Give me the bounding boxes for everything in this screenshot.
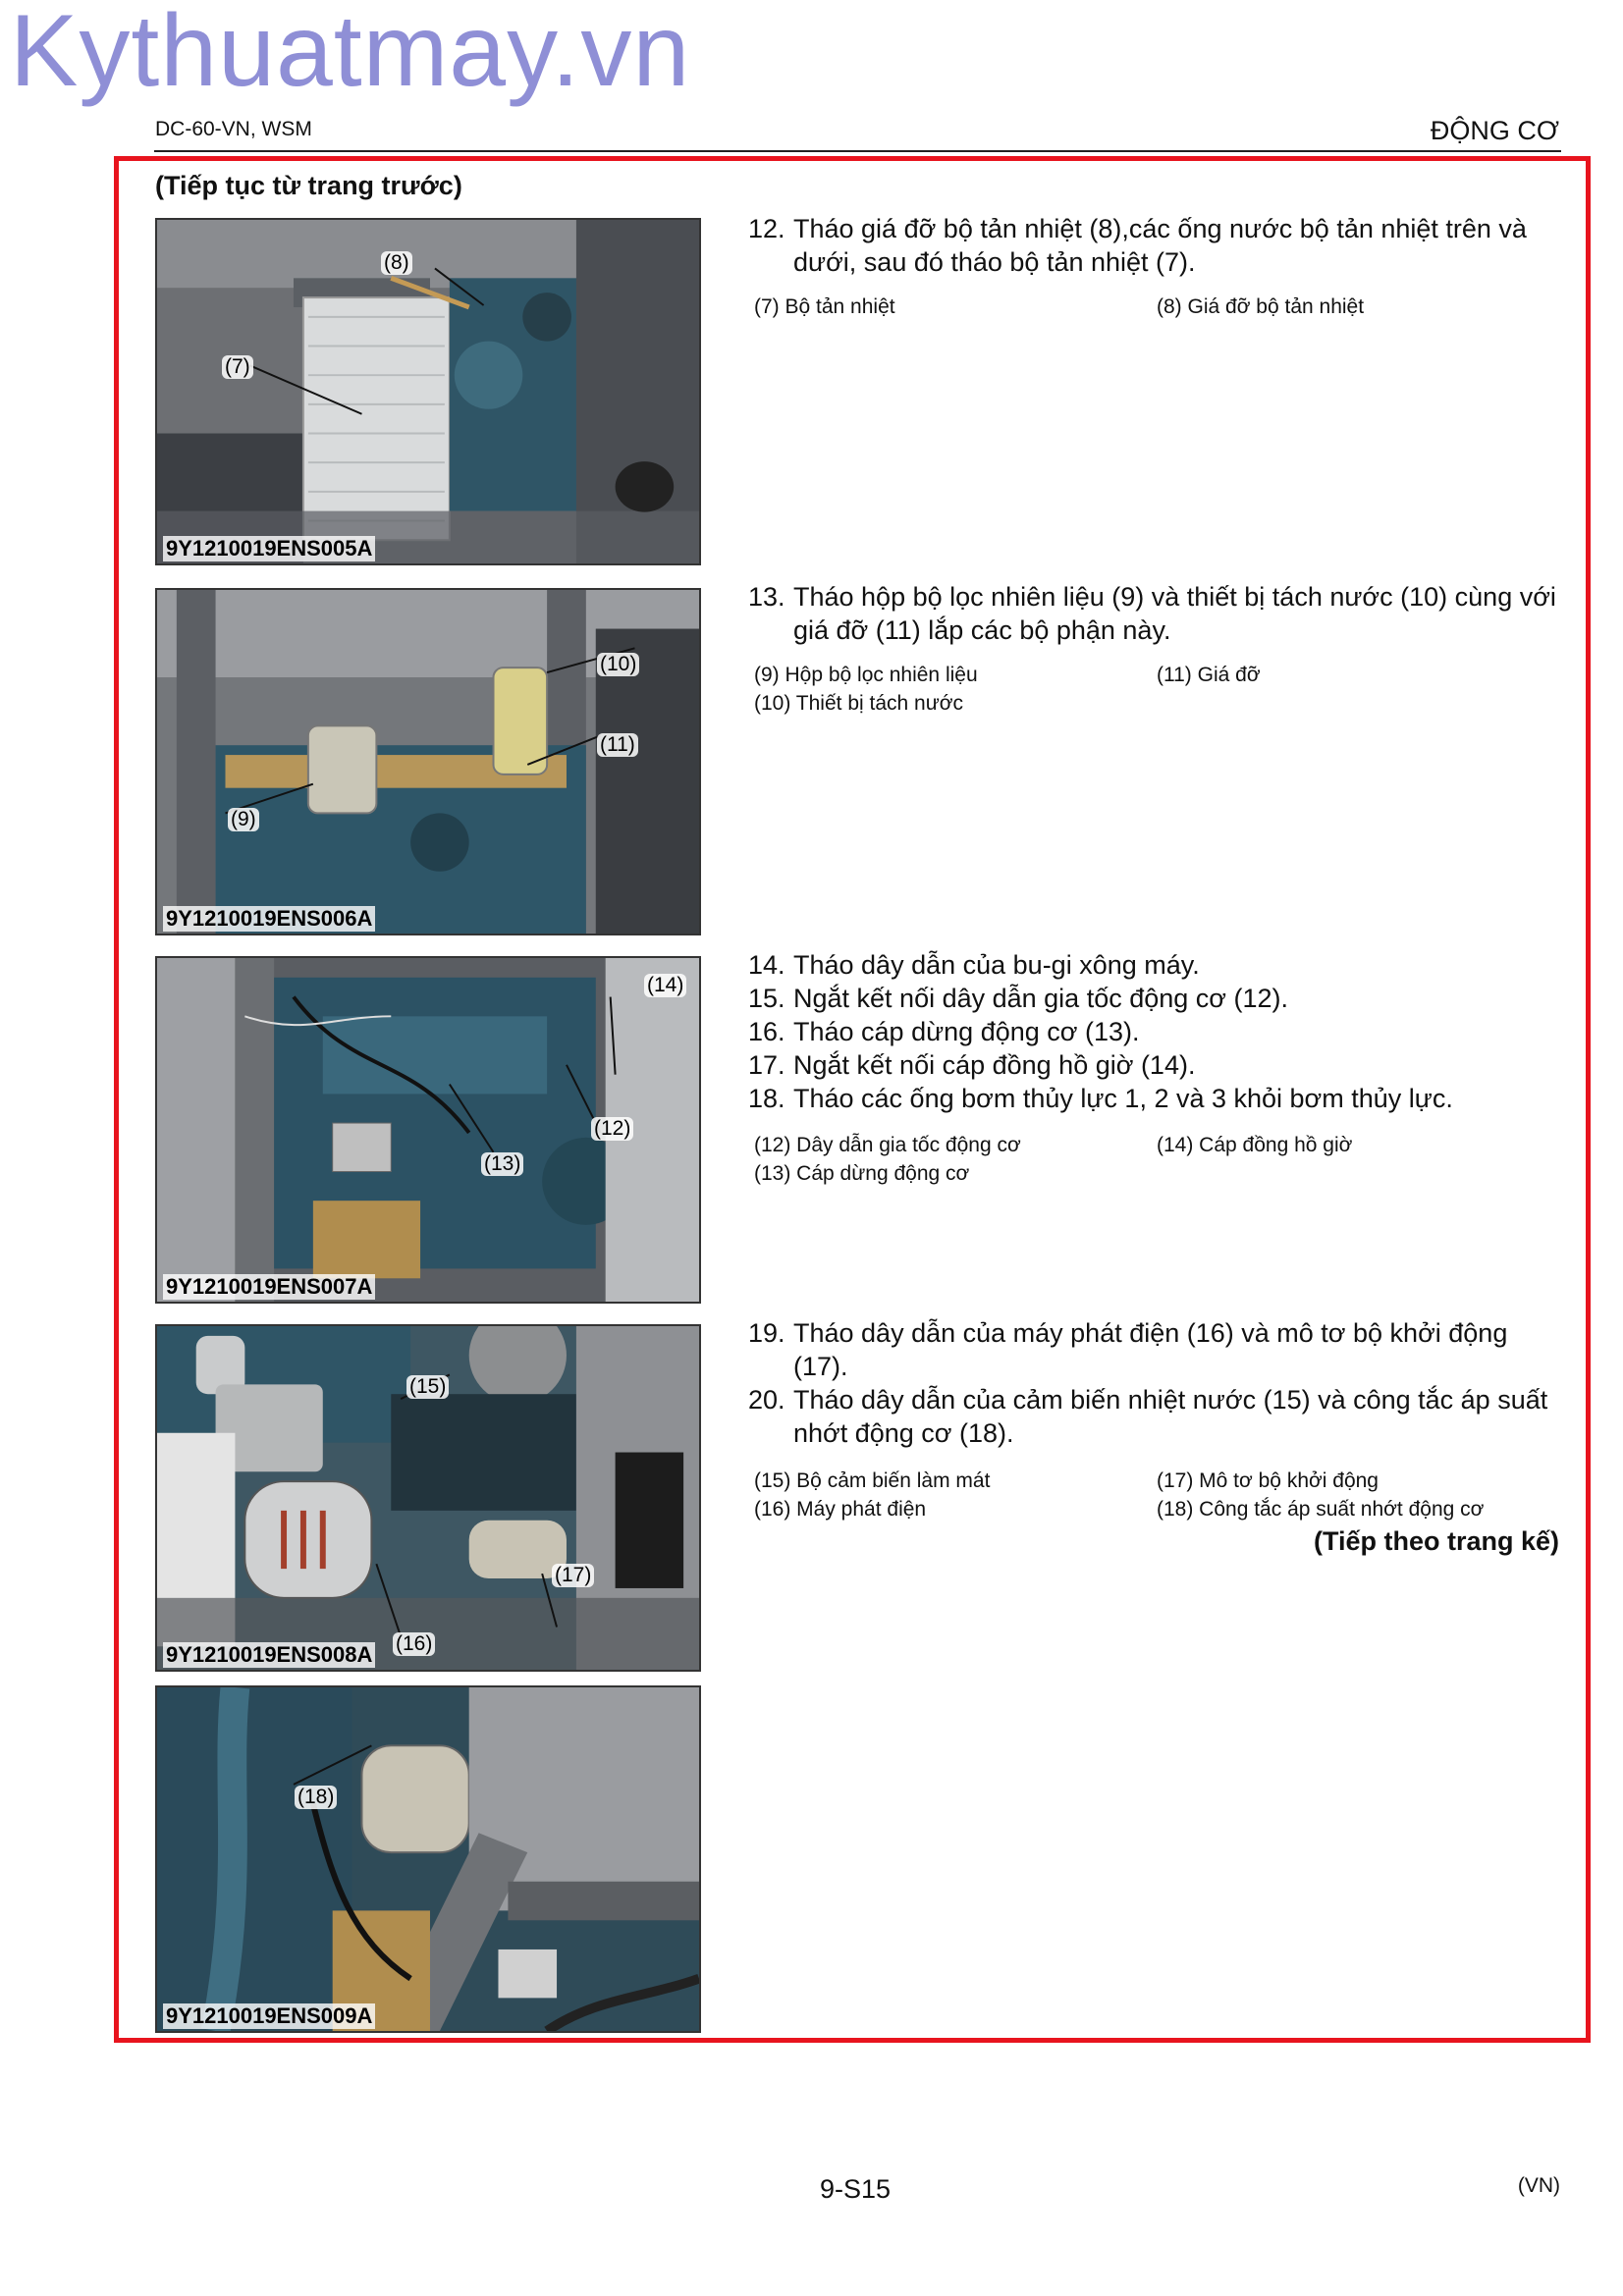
step-item bbox=[748, 1316, 1563, 1383]
step-item bbox=[748, 580, 1563, 647]
legend-block-3 bbox=[754, 1131, 1559, 1188]
steps-block-3 bbox=[748, 948, 1563, 1115]
legend-block-4 bbox=[754, 1467, 1559, 1523]
legend-item: (10) Thiết bị tách nước bbox=[754, 692, 964, 715]
photo-code: 9Y1210019ENS007A bbox=[163, 1274, 375, 1300]
radiator-illustration bbox=[157, 220, 699, 563]
legend-row bbox=[754, 1131, 1559, 1159]
step-item bbox=[748, 1082, 1563, 1115]
step-text: Ngắt kết nối dây dẫn gia tốc động cơ (12). bbox=[793, 984, 1289, 1013]
step-text: Tháo dây dẫn của bu-gi xông máy. bbox=[793, 950, 1200, 980]
photo-code: 9Y1210019ENS009A bbox=[163, 2003, 375, 2029]
step-text: Tháo hộp bộ lọc nhiên liệu (9) và thiết bị tách nước (10) cùng với giá đỡ (11) lắp các bộ phận này. bbox=[793, 582, 1556, 645]
step-item bbox=[748, 1015, 1563, 1048]
photo-code: 9Y1210019ENS006A bbox=[163, 906, 375, 932]
legend-item: (17) Mô tơ bộ khởi động bbox=[1157, 1469, 1379, 1492]
step-text: Ngắt kết nối cáp đồng hồ giờ (14). bbox=[793, 1050, 1196, 1080]
callout-8: (8) bbox=[381, 251, 412, 275]
language-code: (VN) bbox=[1517, 2174, 1560, 2197]
callout-15: (15) bbox=[406, 1375, 449, 1399]
step-number: 14. bbox=[748, 950, 785, 980]
photo-engine-cables bbox=[155, 956, 701, 1304]
legend-row bbox=[754, 1495, 1559, 1523]
legend-item: (9) Hộp bộ lọc nhiên liệu bbox=[754, 664, 978, 686]
step-number: 18. bbox=[748, 1084, 785, 1113]
legend-row bbox=[754, 689, 1559, 718]
legend-item: (11) Giá đỡ bbox=[1157, 664, 1261, 686]
legend-block-2 bbox=[754, 661, 1559, 718]
step-item bbox=[748, 982, 1563, 1015]
step-number: 12. bbox=[748, 214, 785, 243]
photo-fuel-filter bbox=[155, 588, 701, 935]
step-number: 13. bbox=[748, 582, 785, 612]
step-number: 16. bbox=[748, 1017, 785, 1046]
legend-row bbox=[754, 293, 1559, 321]
step-text: Tháo cáp dừng động cơ (13). bbox=[793, 1017, 1140, 1046]
step-item bbox=[748, 1048, 1563, 1082]
step-number: 20. bbox=[748, 1385, 785, 1415]
step-number: 19. bbox=[748, 1318, 785, 1348]
photo-radiator bbox=[155, 218, 701, 565]
oil-pressure-illustration bbox=[157, 1687, 699, 2031]
legend-row bbox=[754, 661, 1559, 689]
legend-row bbox=[754, 1159, 1559, 1188]
legend-item bbox=[1157, 689, 1559, 718]
continued-next-note: (Tiếp theo trang kế) bbox=[1313, 1526, 1559, 1556]
step-item bbox=[748, 948, 1563, 982]
legend-item: (13) Cáp dừng động cơ bbox=[754, 1162, 970, 1185]
watermark-logo: Kythuatmay.vn bbox=[10, 0, 691, 108]
callout-14: (14) bbox=[644, 974, 686, 997]
legend-item: (14) Cáp đồng hồ giờ bbox=[1157, 1134, 1353, 1156]
steps-block-1 bbox=[748, 212, 1563, 279]
step-text: Tháo các ống bơm thủy lực 1, 2 và 3 khỏi bơm thủy lực. bbox=[793, 1084, 1453, 1113]
step-item bbox=[748, 1383, 1563, 1450]
callout-12: (12) bbox=[591, 1117, 633, 1141]
steps-block-4 bbox=[748, 1316, 1563, 1450]
callout-18: (18) bbox=[295, 1786, 337, 1809]
document-code: DC-60-VN, WSM bbox=[155, 118, 312, 140]
step-text: Tháo giá đỡ bộ tản nhiệt (8),các ống nước bộ tản nhiệt trên và dưới, sau đó tháo bộ tản nhiệt (7). bbox=[793, 214, 1527, 277]
page-number: 9-S15 bbox=[820, 2174, 892, 2204]
step-item bbox=[748, 212, 1563, 279]
step-number: 15. bbox=[748, 984, 785, 1013]
callout-16: (16) bbox=[393, 1632, 435, 1656]
legend-item: (15) Bộ cảm biến làm mát bbox=[754, 1469, 991, 1492]
legend-item: (7) Bộ tản nhiệt bbox=[754, 295, 895, 318]
section-title: ĐỘNG CƠ bbox=[1430, 116, 1559, 145]
fuel-filter-illustration bbox=[157, 590, 699, 934]
continued-from-note: (Tiếp tục từ trang trước) bbox=[155, 171, 462, 200]
legend-item: (8) Giá đỡ bộ tản nhiệt bbox=[1157, 295, 1365, 318]
photo-oil-pressure-switch bbox=[155, 1685, 701, 2033]
legend-row bbox=[754, 1467, 1559, 1495]
callout-10: (10) bbox=[597, 653, 639, 676]
photo-alternator bbox=[155, 1324, 701, 1672]
header-divider bbox=[154, 150, 1561, 152]
callout-7: (7) bbox=[222, 355, 253, 379]
legend-item: (18) Công tắc áp suất nhớt động cơ bbox=[1157, 1498, 1485, 1521]
photo-code: 9Y1210019ENS008A bbox=[163, 1642, 375, 1668]
photo-code: 9Y1210019ENS005A bbox=[163, 536, 375, 561]
step-text: Tháo dây dẫn của máy phát điện (16) và mô tơ bộ khởi động (17). bbox=[793, 1318, 1508, 1381]
legend-item: (16) Máy phát điện bbox=[754, 1498, 927, 1521]
step-text: Tháo dây dẫn của cảm biến nhiệt nước (15) và công tắc áp suất nhớt động cơ (18). bbox=[793, 1385, 1548, 1448]
callout-13: (13) bbox=[481, 1152, 523, 1176]
steps-block-2 bbox=[748, 580, 1563, 647]
callout-9: (9) bbox=[228, 808, 259, 831]
step-number: 17. bbox=[748, 1050, 785, 1080]
legend-item bbox=[1157, 1159, 1559, 1188]
legend-block-1 bbox=[754, 293, 1559, 321]
callout-11: (11) bbox=[597, 733, 638, 757]
callout-17: (17) bbox=[552, 1564, 594, 1587]
legend-item: (12) Dây dẫn gia tốc động cơ bbox=[754, 1134, 1021, 1156]
